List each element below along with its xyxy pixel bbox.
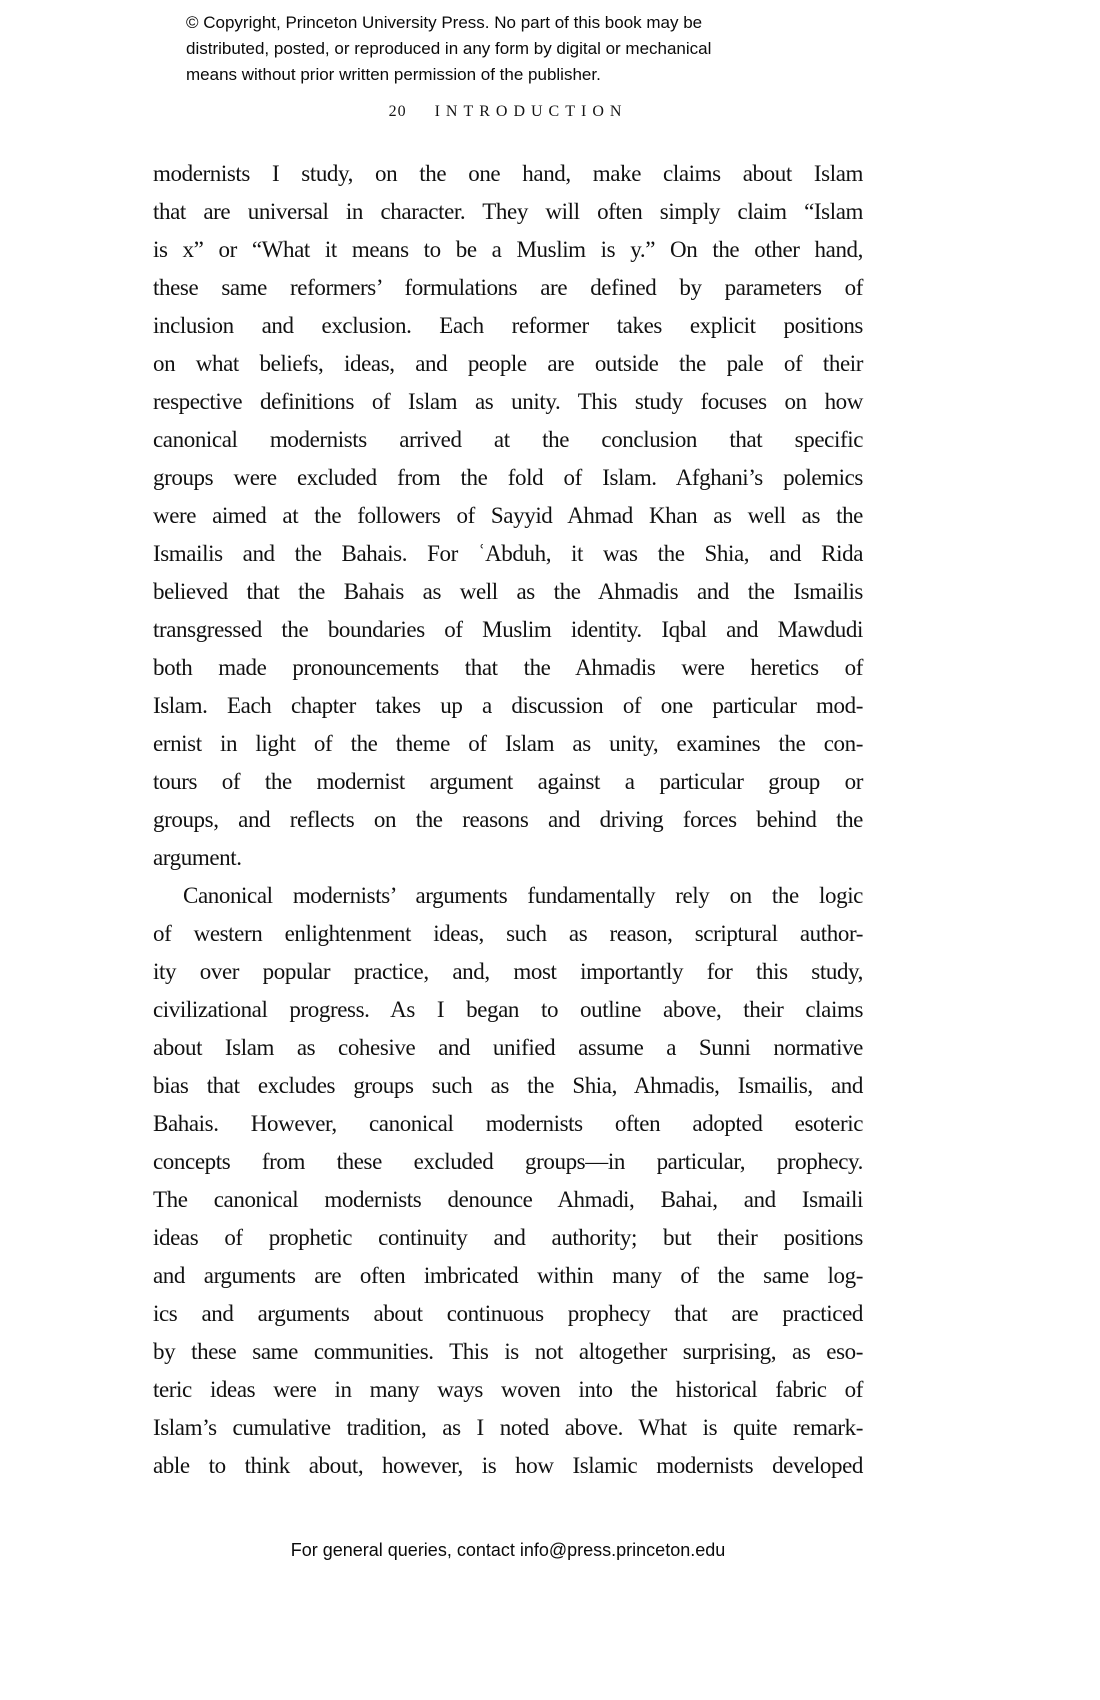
body-line: concepts from these excluded groups—in particular, prophecy.: [153, 1149, 863, 1174]
body-line: by these same communities. This is not altogether surprising, as eso-: [153, 1339, 863, 1364]
body-line: The canonical modernists denounce Ahmadi, Bahai, and Ismaili: [153, 1187, 863, 1212]
body-line: canonical modernists arrived at the conclusion that specific: [153, 427, 863, 452]
body-line: Islam. Each chapter takes up a discussion of one particular mod-: [153, 693, 863, 718]
body-line: Islam’s cumulative tradition, as I noted above. What is quite remark-: [153, 1415, 863, 1440]
body-line: on what beliefs, ideas, and people are outside the pale of their: [153, 351, 863, 376]
section-title: INTRODUCTION: [434, 103, 628, 120]
footer-text: For general queries, contact info@press.princeton.edu: [290, 1540, 726, 1560]
body-line: Canonical modernists’ arguments fundamentally rely on the logic: [183, 883, 863, 908]
body-line: of western enlightenment ideas, such as reason, scriptural author-: [153, 921, 863, 946]
body-line: ernist in light of the theme of Islam as unity, examines the con-: [153, 731, 863, 756]
copyright-line: © Copyright, Princeton University Press. No part of this book may be: [186, 13, 703, 32]
running-header: [153, 103, 863, 121]
body-line: tours of the modernist argument against a particular group or: [153, 769, 863, 794]
body-line: able to think about, however, is how Islamic modernists developed: [153, 1453, 863, 1478]
body-line: argument.: [153, 845, 242, 870]
paragraph: [153, 155, 863, 877]
body-line: were aimed at the followers of Sayyid Ahmad Khan as well as the: [153, 503, 863, 528]
body-line: believed that the Bahais as well as the Ahmadis and the Ismailis: [153, 579, 863, 604]
body-line: modernists I study, on the one hand, make claims about Islam: [153, 161, 863, 186]
paragraph: [153, 877, 863, 1485]
body-line: about Islam as cohesive and unified assume a Sunni normative: [153, 1035, 863, 1060]
copyright-line: means without prior written permission of the publisher.: [186, 65, 601, 84]
body-line: and arguments are often imbricated within many of the same log-: [153, 1263, 863, 1288]
body-line: ideas of prophetic continuity and authority; but their positions: [153, 1225, 863, 1250]
page-number: 20: [388, 103, 407, 120]
body-line: ics and arguments about continuous prophecy that are practiced: [153, 1301, 863, 1326]
body-line: transgressed the boundaries of Muslim identity. Iqbal and Mawdudi: [153, 617, 863, 642]
body-line: is x” or “What it means to be a Muslim is y.” On the other hand,: [153, 237, 863, 262]
body-line: Bahais. However, canonical modernists often adopted esoteric: [153, 1111, 863, 1136]
body-line: civilizational progress. As I began to outline above, their claims: [153, 997, 863, 1022]
body-line: teric ideas were in many ways woven into the historical fabric of: [153, 1377, 863, 1402]
body-line: ity over popular practice, and, most importantly for this study,: [153, 959, 863, 984]
body-text: [153, 155, 863, 1485]
body-line: Ismailis and the Bahais. For ʿAbduh, it was the Shia, and Rida: [153, 541, 863, 566]
copyright-notice: [186, 10, 876, 88]
body-line: these same reformers’ formulations are defined by parameters of: [153, 275, 863, 300]
body-line: that are universal in character. They will often simply claim “Islam: [153, 199, 863, 224]
body-line: bias that excludes groups such as the Shia, Ahmadis, Ismailis, and: [153, 1073, 863, 1098]
body-line: groups were excluded from the fold of Islam. Afghani’s polemics: [153, 465, 863, 490]
copyright-line: distributed, posted, or reproduced in any form by digital or mechanical: [186, 39, 712, 58]
body-line: groups, and reflects on the reasons and driving forces behind the: [153, 807, 863, 832]
body-line: inclusion and exclusion. Each reformer takes explicit positions: [153, 313, 863, 338]
body-line: both made pronouncements that the Ahmadis were heretics of: [153, 655, 863, 680]
page-footer: [153, 1540, 863, 1561]
body-line: respective definitions of Islam as unity. This study focuses on how: [153, 389, 863, 414]
